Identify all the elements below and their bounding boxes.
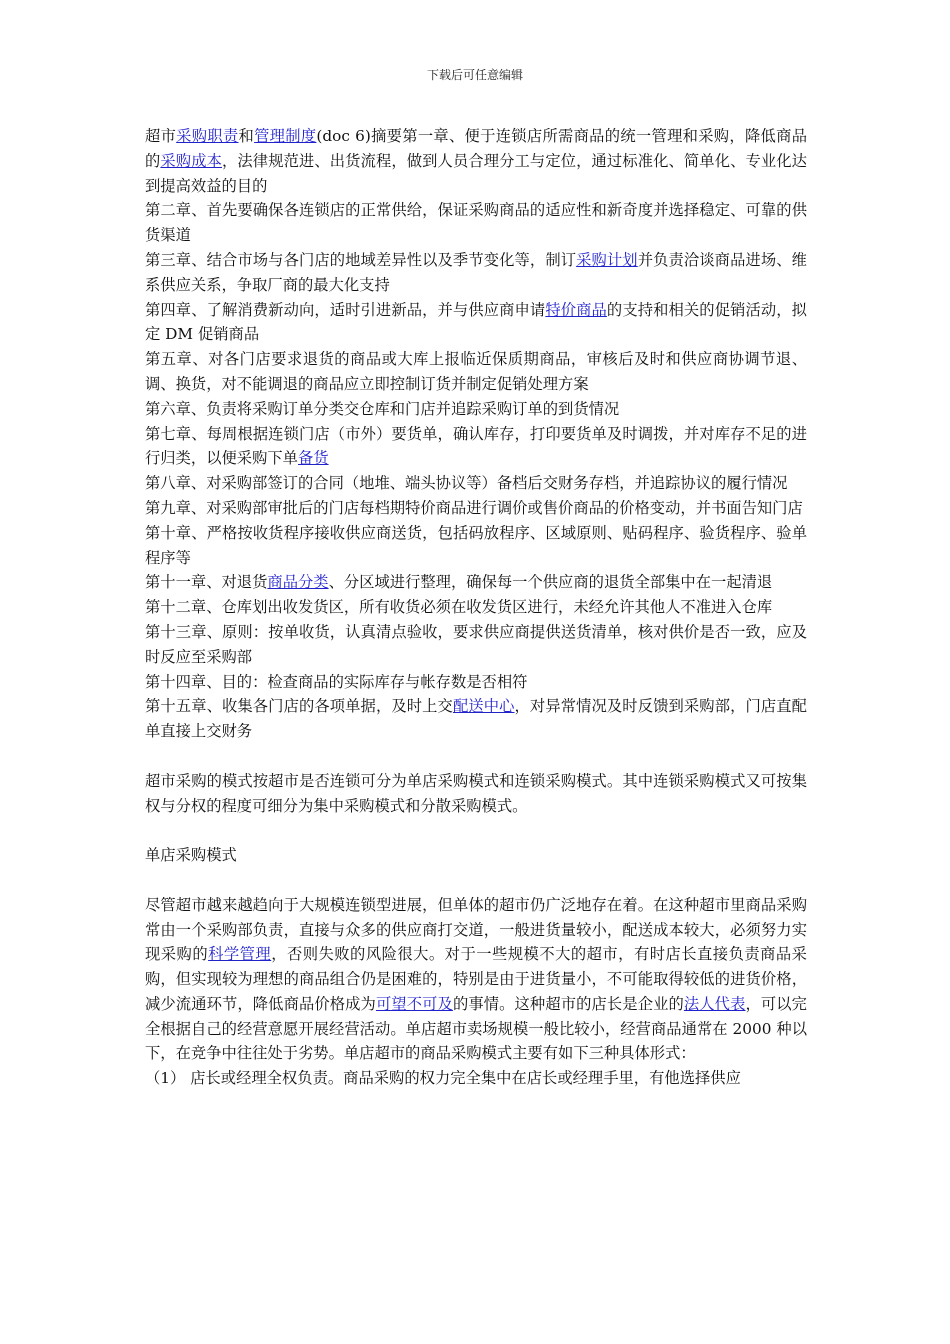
text-run: ，法律规范进、出货流程，做到人员合理分工与定位，通过标准化、简单化、专业化达到提高效益的目的 bbox=[145, 151, 807, 195]
text-run: 第四章、了解消费新动向，适时引进新品，并与供应商申请 bbox=[145, 300, 546, 319]
text-run: 第八章、对采购部签订的合同（地堆、端头协议等）备档后交财务存档，并追踪协议的履行情况 bbox=[145, 474, 788, 493]
paragraph bbox=[145, 521, 807, 571]
text-run: 第三章、结合市场与各门店的地域差异性以及季节变化等，制订 bbox=[145, 250, 577, 269]
text-run: 第十二章、仓库划出收发货区，所有收货必须在收发货区进行，未经允许其他人不准进入仓库 bbox=[145, 598, 773, 617]
text-run: 第十五章、收集各门店的各项单据，及时上交 bbox=[145, 697, 453, 716]
text-run: 尽管超市越来越趋向于大规模连锁型进展，但单体的超市仍广泛地存在着。在这种超市里商品采购常由一个采购部负责，直接与众多的供应商打交道，一般进货量较小，配送成本较大，必须努力实现采购的 bbox=[145, 895, 807, 964]
inline-link[interactable]: 商品分类 bbox=[267, 573, 329, 592]
paragraph bbox=[145, 496, 807, 521]
inline-link[interactable]: 科学管理 bbox=[208, 945, 272, 964]
paragraph bbox=[145, 347, 807, 397]
text-run: 的支持和相关的促销活动，拟定 DM 促销商品 bbox=[145, 300, 807, 344]
paragraph bbox=[145, 124, 807, 198]
text-run: 第九章、对采购部审批后的门店每档期特价商品进行调价或售价商品的价格变动，并书面告知门店 bbox=[145, 498, 803, 517]
inline-link[interactable]: 管理制度 bbox=[254, 127, 317, 145]
paragraph bbox=[145, 471, 807, 496]
inline-link[interactable]: 备货 bbox=[297, 449, 329, 468]
paragraph bbox=[145, 694, 807, 744]
paragraph bbox=[145, 248, 807, 298]
text-run: (doc 6)摘要第一章、便于连锁店所需商品的统一管理和采购，降低商品的 bbox=[145, 127, 807, 170]
paragraph bbox=[145, 422, 807, 472]
inline-link[interactable]: 特价商品 bbox=[545, 300, 607, 319]
paragraph bbox=[145, 843, 807, 868]
paragraph bbox=[145, 198, 807, 248]
document-body bbox=[145, 124, 807, 1091]
text-run: 超市采购的模式按超市是否连锁可分为单店采购模式和连锁采购模式。其中连锁采购模式又可按集权与分权的程度可细分为集中采购模式和分散采购模式。 bbox=[145, 771, 807, 815]
paragraph bbox=[145, 570, 807, 595]
paragraph bbox=[145, 595, 807, 620]
text-run: 第七章、每周根据连锁门店（市外）要货单，确认库存，打印要货单及时调拨，并对库存不足的进行归类，以便采购下单 bbox=[145, 424, 807, 468]
inline-link[interactable]: 法人代表 bbox=[683, 994, 746, 1013]
paragraph bbox=[145, 1066, 807, 1091]
text-run: 第十一章、对退货 bbox=[145, 573, 268, 592]
inline-link[interactable]: 采购计划 bbox=[576, 250, 638, 269]
text-run: 、分区域进行整理，确保每一个供应商的退货全部集中在一起清退 bbox=[328, 573, 773, 592]
text-run: ，对异常情况及时反馈到采购部，门店直配单直接上交财务 bbox=[145, 697, 807, 741]
paragraph bbox=[145, 769, 807, 819]
inline-link[interactable]: 采购成本 bbox=[160, 151, 222, 170]
text-run: 第十三章、原则：按单收货，认真清点验收，要求供应商提供送货清单，核对供价是否一致，应及时反应至采购部 bbox=[145, 622, 807, 666]
paragraph bbox=[145, 298, 807, 348]
inline-link[interactable]: 可望不可及 bbox=[375, 994, 453, 1013]
paragraph bbox=[145, 670, 807, 695]
text-run: ，可以完全根据自己的经营意愿开展经营活动。单店超市卖场规模一般比较小，经营商品通常在 2000 种以下，在竞争中往往处于劣势。单店超市的商品采购模式主要有如下三种具体形式： bbox=[145, 994, 807, 1063]
page-header: 下载后可任意编辑 bbox=[426, 68, 523, 82]
text-run: 并负责洽谈商品进场、维系供应关系，争取厂商的最大化支持 bbox=[145, 250, 807, 294]
paragraph bbox=[145, 893, 807, 1067]
text-run: 和 bbox=[238, 127, 255, 145]
inline-link[interactable]: 配送中心 bbox=[452, 697, 515, 716]
text-run: （1） 店长或经理全权负责。商品采购的权力完全集中在店长或经理手里，有他选择供应 bbox=[145, 1069, 741, 1088]
text-run: 第十章、严格按收货程序接收供应商送货，包括码放程序、区域原则、贴码程序、验货程序、验单程序等 bbox=[145, 523, 807, 567]
text-run: 第五章、对各门店要求退货的商品或大库上报临近保质期商品，审核后及时和供应商协调节退、调、换货，对不能调退的商品应立即控制订货并制定促销处理方案 bbox=[145, 350, 807, 393]
text-run: 第十四章、目的：检查商品的实际库存与帐存数是否相符 bbox=[145, 672, 528, 691]
text-run: 的事情。这种超市的店长是企业的 bbox=[452, 994, 684, 1013]
text-run: 第六章、负责将采购订单分类交仓库和门店并追踪采购订单的到货情况 bbox=[145, 399, 620, 418]
text-run: 超市 bbox=[145, 127, 177, 145]
paragraph bbox=[145, 397, 807, 422]
text-run: 第二章、首先要确保各连锁店的正常供给，保证采购商品的适应性和新奇度并选择稳定、可靠的供货渠道 bbox=[145, 201, 807, 245]
text-run: 单店采购模式 bbox=[145, 846, 237, 865]
inline-link[interactable]: 采购职责 bbox=[176, 127, 239, 145]
paragraph bbox=[145, 620, 807, 670]
text-run: ，否则失败的风险很大。对于一些规模不大的超市，有时店长直接负责商品采购，但实现较为理想的商品组合仍是困难的，特别是由于进货量小，不可能取得较低的进货价格，减少流通环节，降低商品价格成为 bbox=[145, 945, 807, 1013]
